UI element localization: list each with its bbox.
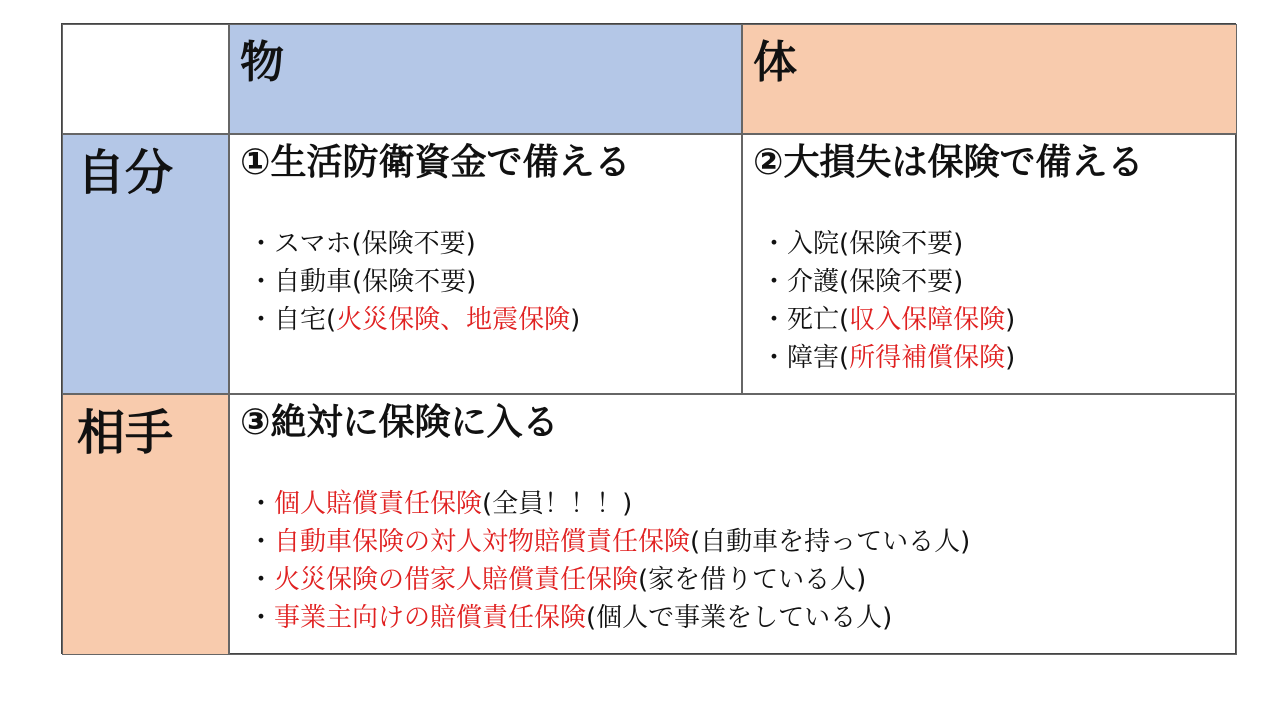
column-header-property-label: 物 <box>240 37 284 88</box>
section-large-loss <box>742 134 1237 394</box>
list-item: ・死亡(収入保障保険) <box>761 305 1016 335</box>
column-header-body <box>742 24 1237 134</box>
section-title: ②大損失は保険で備える <box>753 142 1144 183</box>
item-list <box>248 225 580 339</box>
column-header-property <box>229 24 742 134</box>
section-title: ③絶対に保険に入る <box>240 402 559 443</box>
list-item: ・個人賠償責任保険(全員！！！) <box>248 489 633 519</box>
row-header-self <box>62 134 229 394</box>
row-header-other <box>62 394 229 655</box>
list-item: ・自動車保険の対人対物賠償責任保険(自動車を持っている人) <box>248 527 971 557</box>
column-header-body-label: 体 <box>753 37 797 88</box>
corner-cell <box>62 24 229 134</box>
section-emergency-fund <box>229 134 742 394</box>
list-item: ・障害(所得補償保険) <box>761 343 1016 373</box>
list-item: ・スマホ(保険不要) <box>248 229 476 259</box>
section-must-insure <box>229 394 1237 655</box>
row-header-self-label: 自分 <box>77 145 174 201</box>
section-title: ①生活防衛資金で備える <box>240 142 631 183</box>
list-item: ・介護(保険不要) <box>761 267 964 297</box>
list-item: ・火災保険の借家人賠償責任保険(家を借りている人) <box>248 565 867 595</box>
list-item: ・自動車(保険不要) <box>248 267 477 297</box>
item-list <box>761 225 1015 377</box>
insurance-matrix-table <box>61 23 1236 654</box>
item-list <box>248 485 970 637</box>
list-item: ・自宅(火災保険、地震保険) <box>248 305 581 335</box>
list-item: ・入院(保険不要) <box>761 229 964 259</box>
list-item: ・事業主向けの賠償責任保険(個人で事業をしている人) <box>248 603 893 633</box>
row-header-other-label: 相手 <box>77 405 174 461</box>
